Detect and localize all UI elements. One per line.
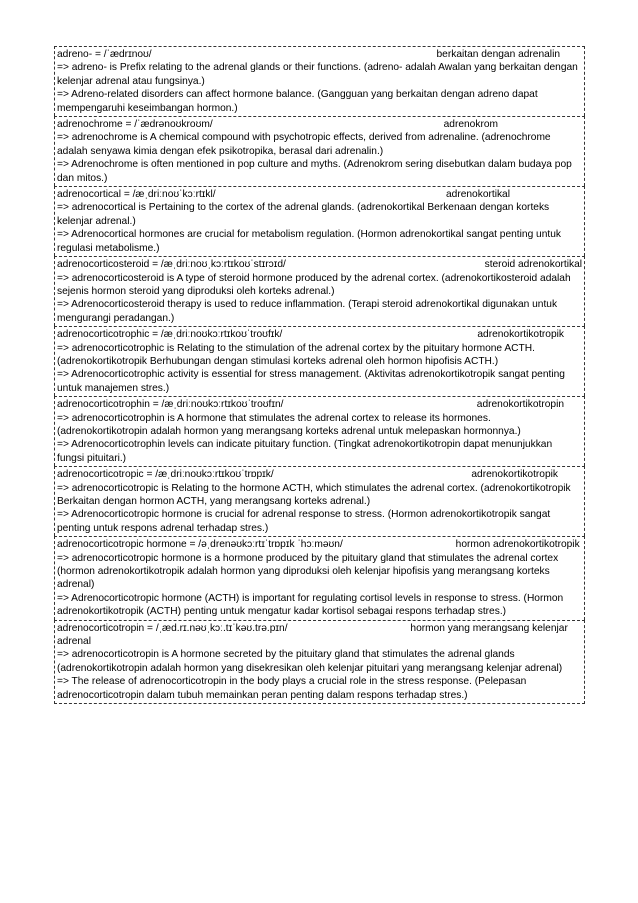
entry-definition: => adrenocorticotrophin is A hormone that stimulates the adrenal cortex to release its hormones. (adrenokortikotropin adalah hormon yang merangsang korteks adrenal untuk melepaskan hormonnya.) [57,412,521,437]
entry-term: adrenocortical = /æˌdriːnoʊˈkɔːrtɪkl/ [57,189,216,201]
entry-adrenocorticotrophin [54,396,585,466]
entry-term: adrenocorticotrophic = /æˌdriːnoʊkɔːrtɪkoʊˈtroʊfɪk/ [57,329,283,341]
entry-adrenochrome [54,116,585,186]
entry-adrenocortical [54,186,585,256]
entry-adrenocorticosteroid [54,256,585,326]
entry-header [57,118,582,131]
entry-definition: => adrenocorticosteroid is A type of steroid hormone produced by the adrenal cortex. (adrenokortikosteroid adalah sejenis hormon steroid yang diproduksi oleh korteks adrenal.) [57,272,571,297]
entry-translation: berkaitan dengan adrenalin [436,49,560,60]
entry-example: => Adrenocorticotrophin levels can indicate pituitary function. (Tingkat adrenokortikotropin dapat menunjukkan fungsi pituitari.) [57,439,553,464]
entry-term: adrenochrome = /ˈædrənoʊkroʊm/ [57,119,213,131]
entry-translation: adrenokortikotropin [476,399,564,411]
entry-definition: => adrenocorticotropin is A hormone secreted by the pituitary gland that stimulates the adrenal glands (adrenokortikotropin adalah hormon yang disekresikan oleh kelenjar pituitari yang merangsang kelenjar adrenal) [57,649,563,674]
entry-example: => Adreno-related disorders can affect hormone balance. (Gangguan yang berkaitan dengan adreno dapat mempengaruhi keseimbangan hormon.) [57,89,538,114]
entry-example: => Adrenocorticosteroid therapy is used to reduce inflammation. (Terapi steroid adrenokortikal digunakan untuk mengurangi peradangan.) [57,299,558,324]
entry-definition: => adrenocorticotrophic is Relating to the stimulation of the adrenal cortex by the pituitary hormone ACTH. (adrenokortikotropik Berhubungan dengan stimulasi korteks adrenal oleh hormon hipofisis ACTH.) [57,342,535,367]
entry-definition: => adrenocorticotropic hormone is a hormone produced by the pituitary gland that stimulates the adrenal cortex (hormon adrenokortikotropik adalah hormon yang diproduksi oleh kelenjar hipofisis yang merangsang korteks adrenal) [57,552,559,591]
entry-example: => The release of adrenocorticotropin in the body plays a crucial role in the stress response. (Pelepasan adrenocorticotropin dalam tubuh memainkan peran penting dalam respons terhadap stres.) [57,676,527,701]
entry-translation: adrenokortikotropik [477,329,564,341]
entry-header [57,328,582,341]
entry-definition: => adreno- is Prefix relating to the adrenal glands or their functions. (adreno- adalah Awalan yang berkaitan dengan kelenjar adrenal atau fungsinya.) [57,62,578,87]
entry-header [57,622,582,649]
entry-term: adrenocorticotropic hormone = /əˌdrenəʊkɔːrtɪˈtrɒpɪk ˈhɔːməʊn/ [57,539,343,551]
entry-translation: hormon adrenokortikotropik [455,539,580,551]
dictionary-page [54,46,585,704]
entry-example: => Adrenochrome is often mentioned in pop culture and myths. (Adrenokrom sering disebutkan dalam budaya pop dan mitos.) [57,159,572,184]
entry-header [57,48,582,61]
entry-example: => Adrenocortical hormones are crucial for metabolism regulation. (Hormon adrenokortikal sangat penting untuk regulasi metabolisme.) [57,229,561,254]
entry-term: adrenocorticotropin = /ˌæd.rɪ.nəʊˌkɔː.tɪˈkəʊ.trə.pɪn/ [57,622,288,634]
entry-definition: => adrenocorticotropic is Relating to the hormone ACTH, which stimulates the adrenal cortex. (adrenokortikotropik Berkaitan dengan hormon ACTH, yang merangsang korteks adrenal.) [57,482,571,507]
entry-term: adreno- = /ˈædrɪnoʊ/ [57,49,152,60]
entry-adrenocorticotropin [54,620,585,704]
entry-adreno [54,46,585,116]
entry-translation: steroid adrenokortikal [484,259,582,271]
entry-adrenocorticotropic [54,466,585,536]
entry-translation: adrenokortikotropik [471,469,558,481]
entry-header [57,538,582,551]
entry-header [57,398,582,411]
entry-translation: hormon yang merangsang kelenjar adrenal [57,622,568,648]
entry-term: adrenocorticosteroid = /æˌdriːnoʊˌkɔːrtɪkoʊˈstɪrɔɪd/ [57,259,286,271]
entry-header [57,258,582,271]
entry-example: => Adrenocorticotrophic activity is essential for stress management. (Aktivitas adrenokortikotropik sangat penting untuk manajemen stres.) [57,369,565,394]
entry-adrenocorticotrophic [54,326,585,396]
entry-adrenocorticotropic-hormone [54,536,585,619]
entry-header [57,188,582,201]
entry-translation: adrenokortikal [446,189,510,201]
entry-term: adrenocorticotrophin = /æˌdriːnoʊkɔːrtɪkoʊˈtroʊfɪn/ [57,399,284,411]
entry-example: => Adrenocorticotropic hormone (ACTH) is important for regulating cortisol levels in response to stress. (Hormon adrenokortikotropik (ACTH) penting untuk mengatur kadar kortisol sebagai respons terhadap stres.) [57,592,564,618]
entry-term: adrenocorticotropic = /æˌdriːnoʊkɔːrtɪkoʊˈtrɒpɪk/ [57,469,274,481]
entry-definition: => adrenochrome is A chemical compound with psychotropic effects, derived from adrenaline. (adrenochrome adalah senyawa kimia dengan efek psikotropika, berasal dari adrenalin.) [57,132,551,157]
entry-header [57,468,582,481]
entry-definition: => adrenocortical is Pertaining to the cortex of the adrenal glands. (adrenokortikal Berkenaan dengan korteks kelenjar adrenal.) [57,202,550,227]
entry-example: => Adrenocorticotropic hormone is crucial for adrenal response to stress. (Hormon adrenokortikotropik sangat penting untuk respons adrenal terhadap stres.) [57,509,551,534]
entry-translation: adrenokrom [443,119,498,131]
